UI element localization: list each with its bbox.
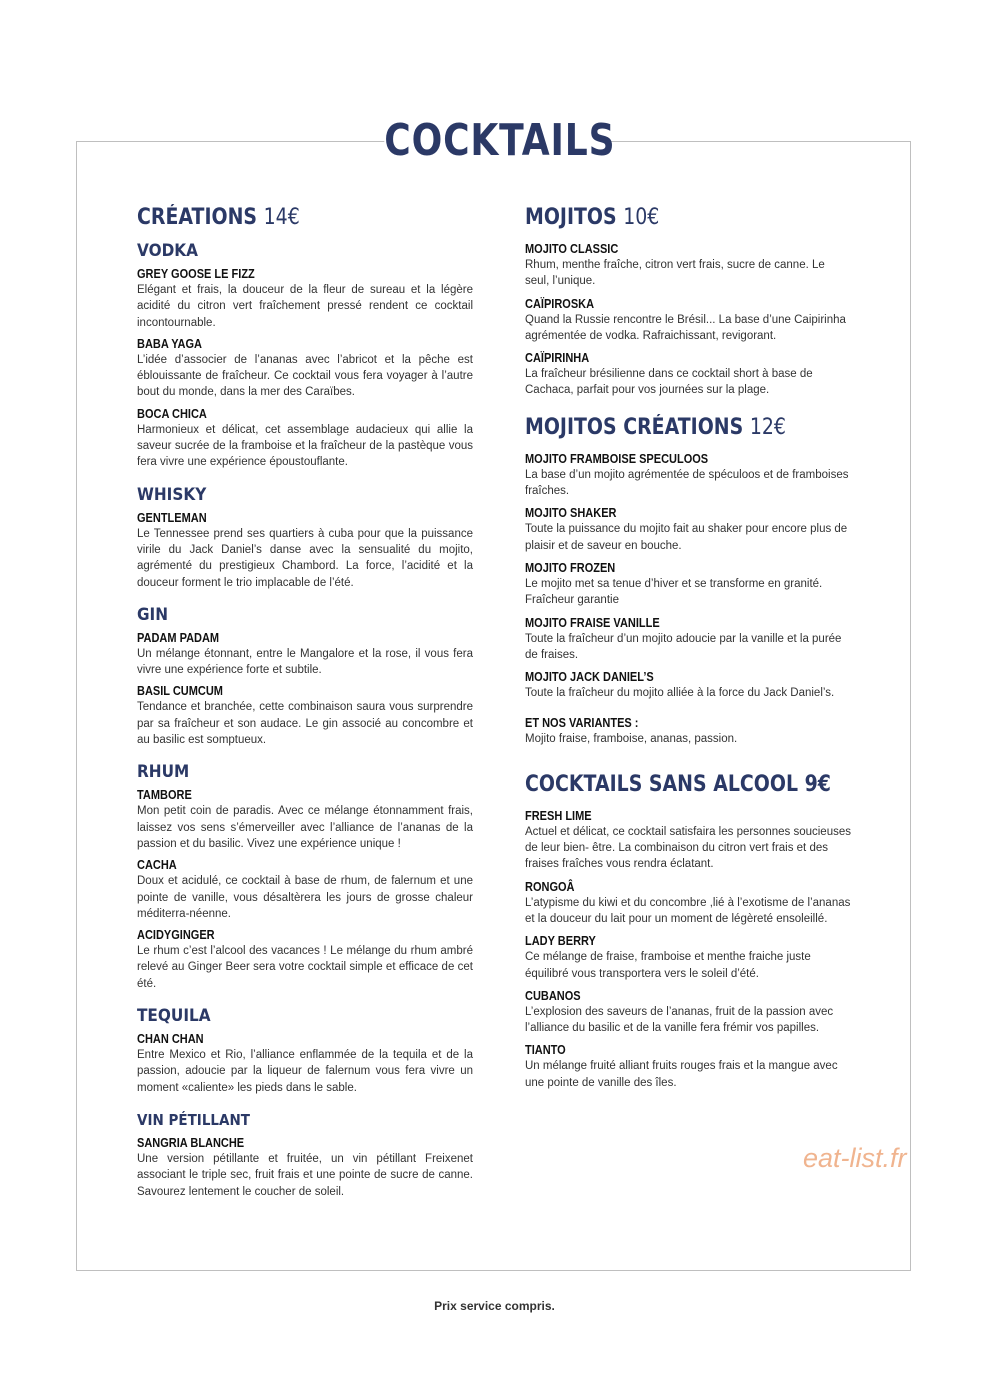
item-name: LADY BERRY [525, 934, 596, 949]
item-name: BASIL CUMCUM [137, 684, 223, 699]
item-name: CHAN CHAN [137, 1032, 204, 1047]
menu-item [137, 927, 473, 992]
item-description: La fraîcheur brésilienne dans ce cocktail short à base de Cachaca, parfait pour vos journées sur la plage. [525, 368, 813, 397]
item-description: Tendance et branchée, cette combinaison saura vous surprendre par sa fraîcheur et son audace. Le gin associé au concombre et au basilic est somptueux. [137, 701, 473, 747]
menu-item [525, 1042, 851, 1091]
item-name: MOJITO FRAISE VANILLE [525, 615, 660, 630]
section-price: 9€ [804, 771, 831, 797]
category-whisky: WHISKY [137, 484, 207, 505]
item-description: Toute la puissance du mojito fait au shaker pour encore plus de plaisir et de saveur en bouche. [525, 523, 848, 552]
item-description: Actuel et délicat, ce cocktail satisfaira les personnes soucieuses de leur bien- être. La combinaison du citron vert frais et des fraises fraîches vous rendra éclatant. [525, 825, 851, 871]
item-name: GREY GOOSE LE FIZZ [137, 267, 255, 281]
item-description: Doux et acidulé, ce cocktail à base de rhum, de falernum et une pointe de vanille, vous désaltèrera les jours de grosse chaleur méditerra-néenne. [137, 875, 473, 920]
menu-item [137, 336, 473, 401]
left-column [137, 205, 473, 1205]
section-title-mojitos-creations [525, 415, 805, 441]
variants-block [525, 715, 851, 747]
menu-item [137, 857, 473, 922]
item-description: Rhum, menthe fraîche, citron vert frais, sucre de canne. Le seul, l’unique. [525, 259, 825, 288]
section-price: 14€ [263, 205, 300, 230]
section-name: COCKTAILS SANS ALCOOL [525, 771, 799, 797]
item-description: Le rhum c’est l’alcool des vacances ! Le mélange du rhum ambré relevé au Ginger Beer sera votre cocktail simple et efficace de cet été. [137, 945, 473, 990]
menu-item [525, 241, 851, 290]
menu-item [525, 933, 851, 982]
item-description: Toute la fraîcheur d’un mojito adoucie par la vanille et la purée de fraises. [525, 632, 842, 661]
section-name: MOJITOS [525, 205, 617, 230]
item-description: L’explosion des saveurs de l’ananas, fruit de la passion avec l’alliance du basilic et de la vanille fera frémir vos papilles. [525, 1005, 834, 1035]
item-name: CAÏPIROSKA [525, 296, 595, 311]
menu-item [525, 296, 851, 345]
item-name: TIANTO [525, 1043, 566, 1058]
section-title-sans-alcool [525, 771, 831, 798]
item-name: SANGRIA BLANCHE [137, 1135, 245, 1150]
item-name: FRESH LIME [525, 808, 592, 823]
menu-item [525, 350, 851, 399]
item-description: Harmonieux et délicat, cet assemblage audacieux qui allie la saveur sucrée de la framboise et la fraîcheur de la pastèque vous fera vivre une expérience époustouflante. [137, 423, 473, 469]
menu-item [137, 1031, 473, 1096]
item-name: ACIDYGINGER [137, 928, 215, 943]
category-gin: GIN [137, 604, 169, 625]
menu-item [525, 808, 851, 873]
menu-item [137, 787, 473, 852]
item-description: Un mélange fruité alliant fruits rouges frais et la mangue avec une pointe de vanille des îles. [525, 1060, 838, 1089]
section-title-creations [137, 205, 426, 231]
menu-item [525, 615, 851, 664]
item-description: Un mélange étonnant, entre le Mangalore et la rose, il vous fera vivre une expérience forte et subtile. [137, 647, 473, 677]
item-name: TAMBORE [137, 788, 192, 803]
menu-item [137, 266, 473, 331]
variants-label: ET NOS VARIANTES : [525, 716, 639, 731]
menu-item [525, 451, 851, 500]
section-title-mojitos [525, 205, 805, 231]
item-description: La base d’un mojito agrémentée de spéculoos et de framboises fraîches. [525, 468, 849, 498]
item-name: CACHA [137, 858, 177, 873]
item-name: BOCA CHICA [137, 406, 207, 421]
item-description: L’idée d’associer de l’ananas avec l’abricot et la pêche est éblouissante de fraîcheur. Ce cocktail vous fera voyager à l’autre bout du monde, dans la mer des Caraïbes. [137, 353, 473, 399]
item-name: CAÏPIRINHA [525, 351, 590, 366]
footer-note: Prix service compris. [434, 1299, 555, 1313]
item-description: Le Tennessee prend ses quartiers à cuba pour que la puissance virile du Jack Daniel’s danse avec la sensualité du mojito, agrémenté du prestigieux Chambord. La force, l’acidité et la douceur forment le trio implacable de l’été. [137, 527, 473, 589]
right-column [525, 205, 851, 1097]
item-name: MOJITO JACK DANIEL’S [525, 670, 654, 685]
item-description: L’atypisme du kiwi et du concombre ,lié à l’exotisme de l’ananas et la douceur du lait pour un moment de légèreté ensoleillé. [525, 896, 851, 925]
item-description: Quand la Russie rencontre le Brésil... La base d’une Caipirinha agrémentée de vodka. Rafraichissant, revigorant. [525, 313, 846, 342]
watermark: eat-list.fr [803, 1143, 907, 1173]
menu-item [525, 560, 851, 609]
menu-item [525, 988, 851, 1037]
category-vin-petillant: VIN PÉTILLANT [137, 1110, 250, 1129]
menu-item [525, 879, 851, 928]
item-description: Le mojito met sa tenue d’hiver et se transforme en granité. Fraîcheur garantie [525, 577, 823, 607]
item-name: MOJITO CLASSIC [525, 242, 619, 256]
variants-description: Mojito fraise, framboise, ananas, passion. [525, 733, 738, 746]
item-name: MOJITO FRAMBOISE SPECULOOS [525, 451, 709, 466]
item-name: MOJITO SHAKER [525, 506, 617, 521]
item-name: BABA YAGA [137, 336, 202, 351]
item-name: MOJITO FROZEN [525, 560, 616, 575]
page-title: COCKTAILS [384, 110, 605, 172]
menu-item [137, 510, 473, 591]
menu-item [137, 683, 473, 748]
item-description: Une version pétillante et fruitée, un vin pétillant Freixenet associant le triple sec, fruit frais et une pointe de sucre de canne. Savourez lentement le coucher de soleil. [137, 1152, 473, 1198]
section-name: MOJITOS CRÉATIONS [525, 414, 744, 440]
item-name: GENTLEMAN [137, 510, 207, 525]
section-price: 12€ [749, 414, 786, 440]
category-tequila: TEQUILA [137, 1006, 211, 1027]
item-description: Toute la fraîcheur du mojito alliée à la force du Jack Daniel’s. [525, 687, 835, 700]
item-description: Ce mélange de fraise, framboise et menthe fraiche juste équilibré vous transportera vers le soleil d’été. [525, 951, 811, 980]
section-price: 10€ [623, 205, 660, 230]
menu-item [137, 630, 473, 679]
item-description: Entre Mexico et Rio, l’alliance enflammée de la tequila et de la passion, adoucie par la liqueur de falernum vous fera vivre un moment «caliente» les pieds dans le sable. [137, 1049, 473, 1094]
item-name: RONGOÂ [525, 879, 575, 894]
item-description: Elégant et frais, la douceur de la fleur de sureau et la légère acidité du citron vert fraîchement pressé rendent ce cocktail incontournable. [137, 284, 473, 329]
category-rhum: RHUM [137, 762, 190, 783]
menu-item [525, 669, 851, 701]
item-description: Mon petit coin de paradis. Avec ce mélange étonnamment frais, laissez vos sens s’émerveiller avec l’alliance de l’ananas de la passion et du basilic. Vivez une expérience unique ! [137, 805, 473, 850]
menu-item [137, 406, 473, 471]
item-name: PADAM PADAM [137, 630, 220, 645]
section-name: CRÉATIONS [137, 205, 258, 230]
menu-item [137, 1135, 473, 1200]
item-name: CUBANOS [525, 988, 581, 1003]
menu-item [525, 505, 851, 554]
category-vodka: VODKA [137, 241, 198, 261]
